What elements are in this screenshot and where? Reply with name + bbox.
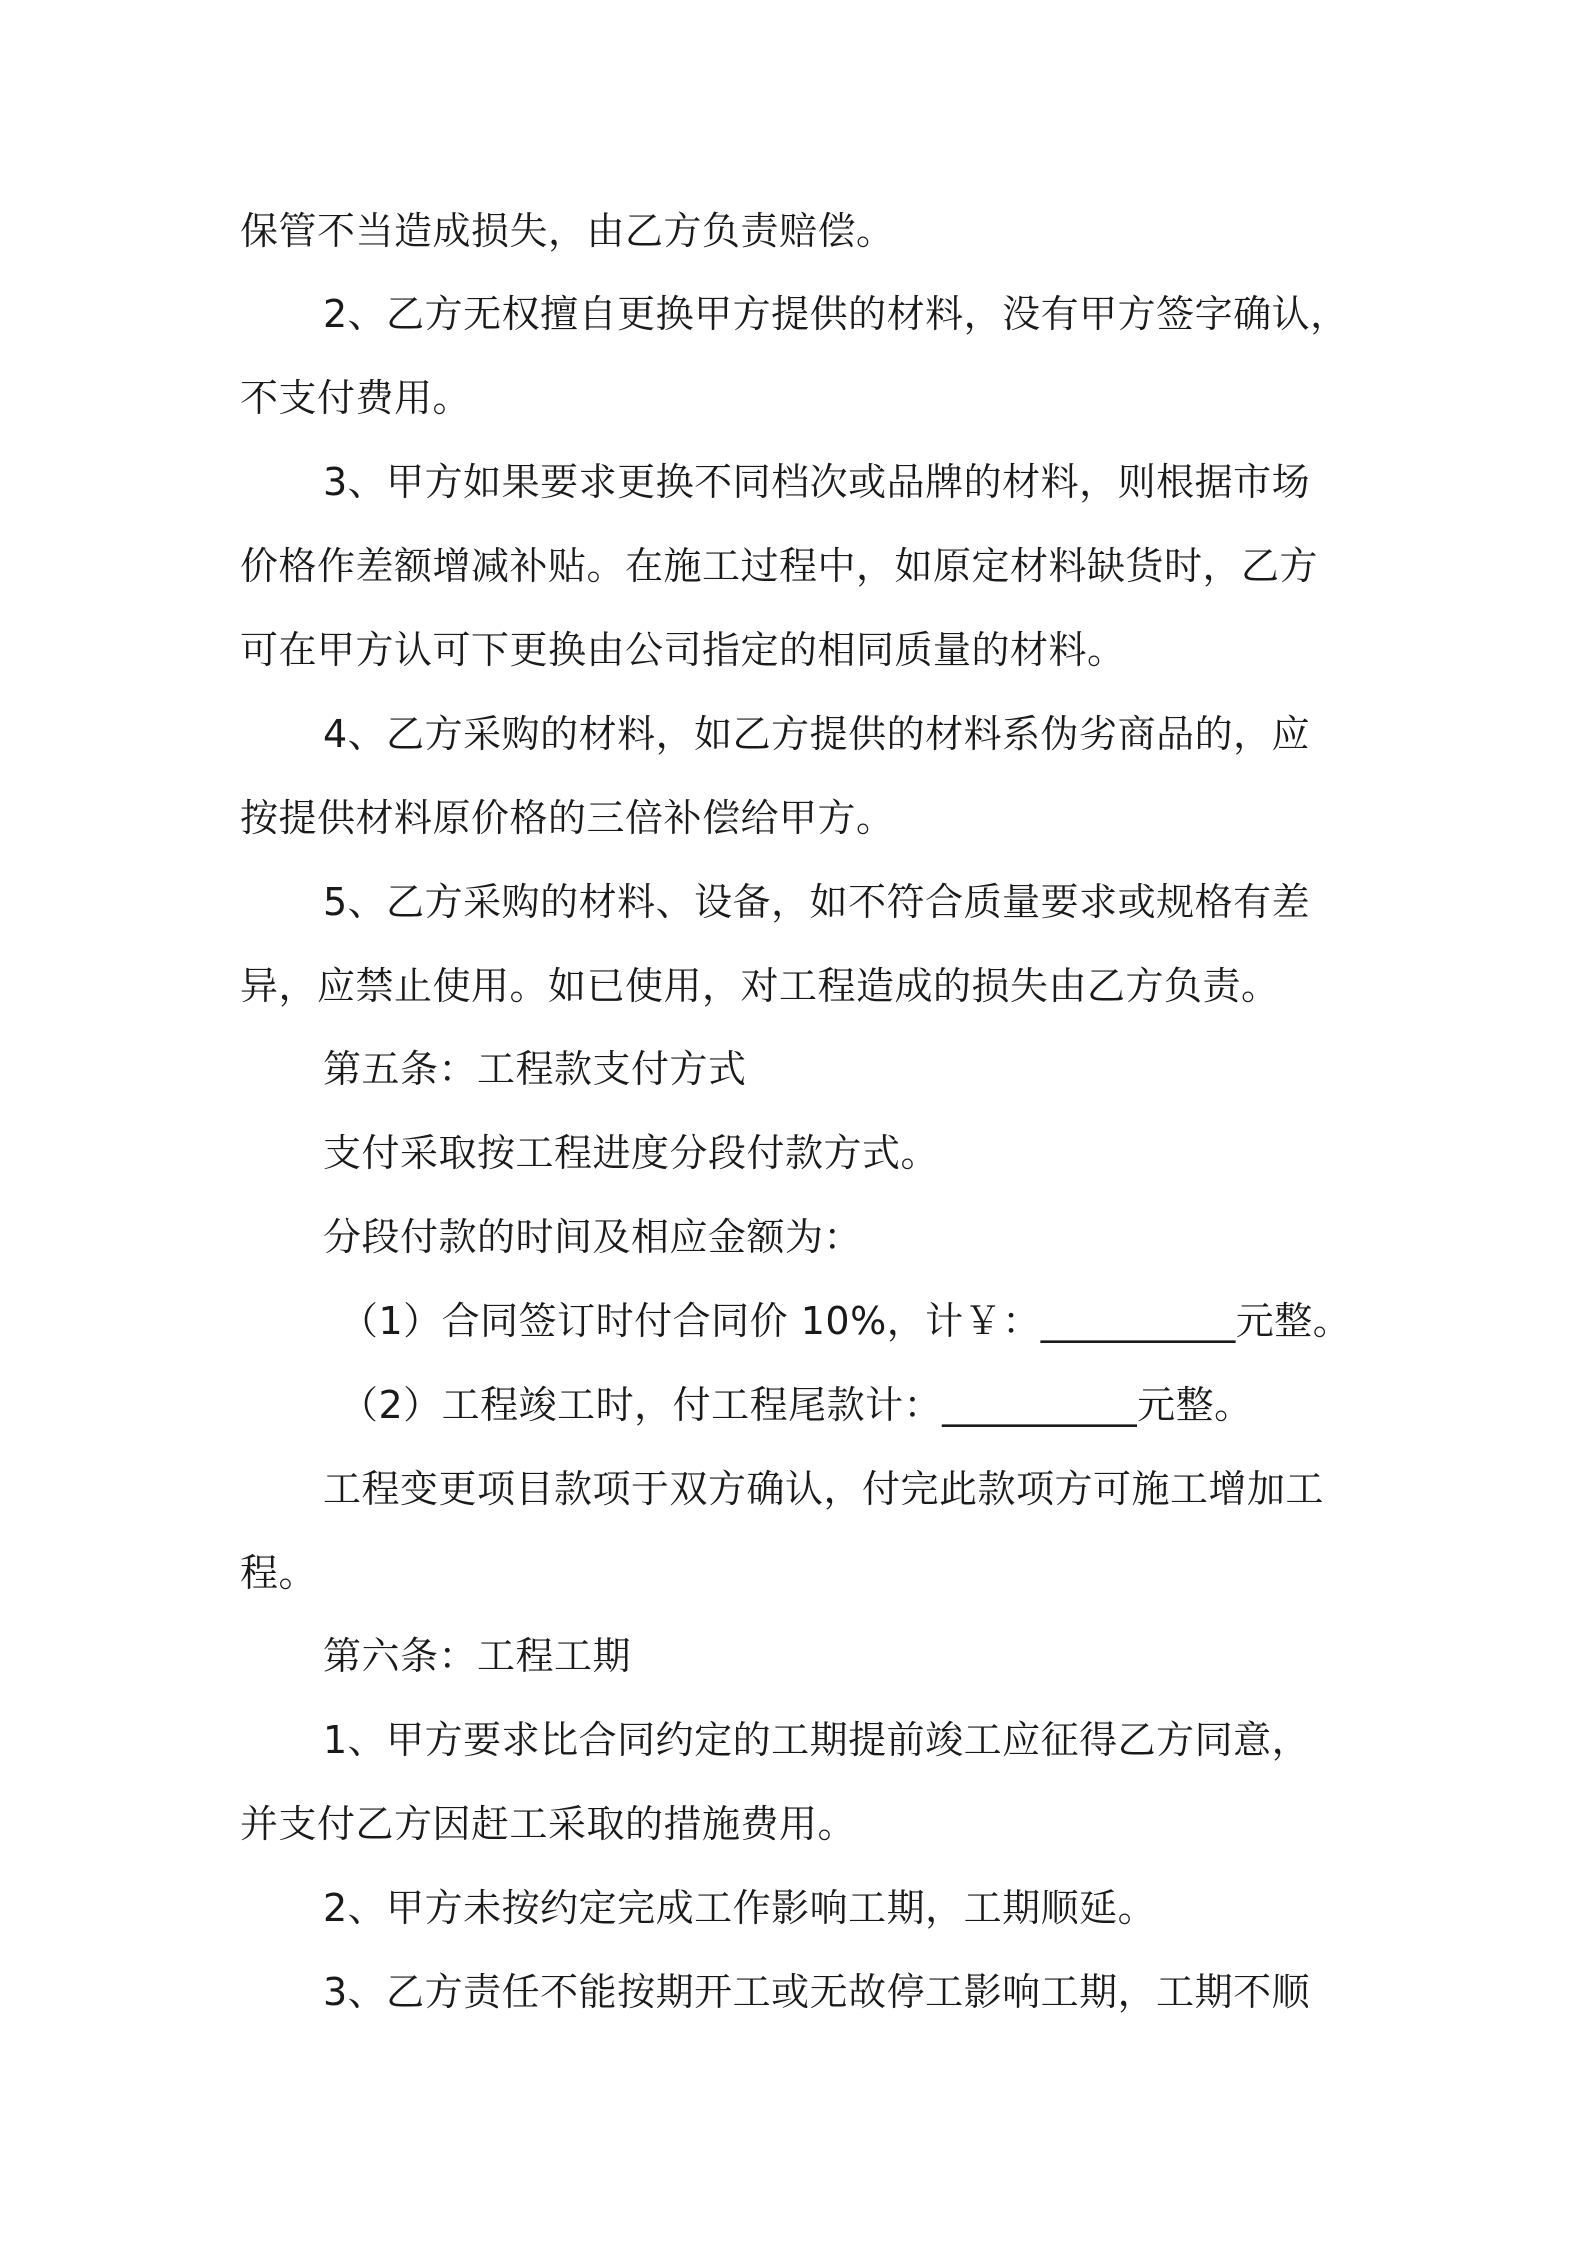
text-line: 4、乙方采购的材料，如乙方提供的材料系伪劣商品的，应: [323, 712, 1311, 756]
text-line: 分段付款的时间及相应金额为：: [323, 1215, 863, 1259]
section-heading: 第六条：工程工期: [323, 1634, 632, 1678]
text-line: 程。: [240, 1551, 318, 1595]
text-line: 2、乙方无权擅自更换甲方提供的材料，没有甲方签字确认，: [323, 292, 1349, 336]
text-line: 5、乙方采购的材料、设备，如不符合质量要求或规格有差: [323, 880, 1311, 924]
text-line: 3、乙方责任不能按期开工或无故停工影响工期，工期不顺: [323, 1970, 1311, 2014]
text-line: 支付采取按工程进度分段付款方式。: [323, 1131, 940, 1175]
text-line: 工程变更项目款项于双方确认，付完此款项方可施工增加工: [323, 1467, 1325, 1511]
text-line: 价格作差额增减补贴。在施工过程中，如原定材料缺货时，乙方: [240, 544, 1319, 588]
text-line: 异，应禁止使用。如已使用，对工程造成的损失由乙方负责。: [240, 964, 1280, 1008]
text-line: 2、甲方未按约定完成工作影响工期，工期顺延。: [323, 1886, 1157, 1930]
payment-item: （1）合同签订时付合同价 10%，计￥：__________元整。: [340, 1299, 1352, 1343]
text-line: 1、甲方要求比合同约定的工期提前竣工应征得乙方同意，: [323, 1718, 1311, 1762]
text-line: 并支付乙方因赶工采取的措施费用。: [240, 1802, 857, 1846]
section-heading: 第五条：工程款支付方式: [323, 1047, 747, 1091]
text-line: 按提供材料原价格的三倍补偿给甲方。: [240, 796, 895, 840]
text-line: 可在甲方认可下更换由公司指定的相同质量的材料。: [240, 628, 1126, 672]
text-line: 不支付费用。: [240, 376, 472, 420]
payment-item: （2）工程竣工时，付工程尾款计：__________元整。: [340, 1383, 1253, 1427]
text-line: 保管不当造成损失，由乙方负责赔偿。: [240, 209, 895, 253]
text-line: 3、甲方如果要求更换不同档次或品牌的材料，则根据市场: [323, 460, 1311, 504]
